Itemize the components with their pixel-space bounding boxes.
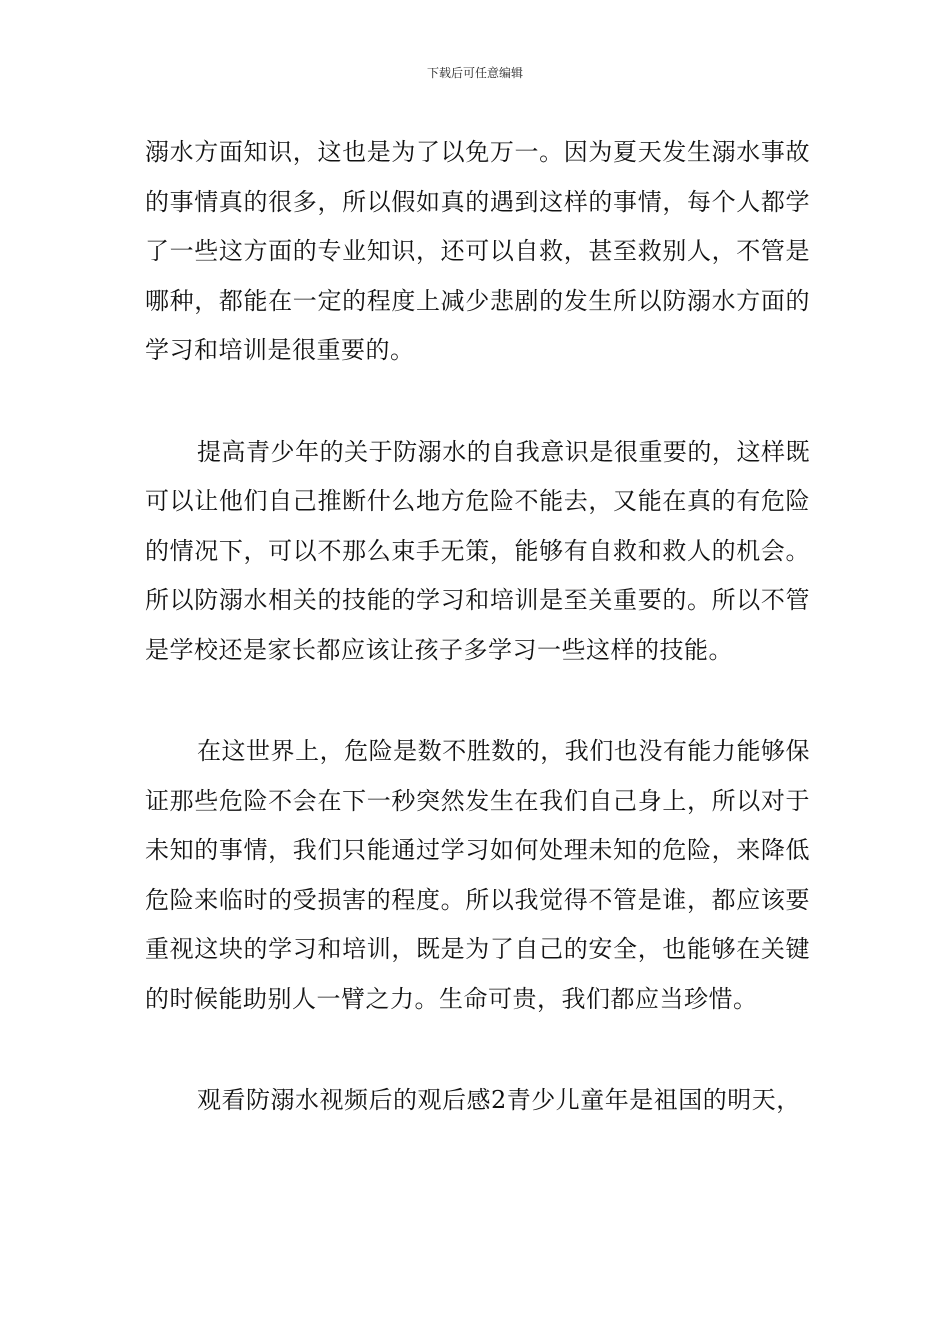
paragraph-2: 提高青少年的关于防溺水的自我意识是很重要的，这样既可以让他们自己推断什么地方危险不能去，又能在真的有危险的情况下，可以不那么束手无策，能够有自救和救人的机会。所以防溺水相关的技能的学习和培训是至关重要的。所以不管是学校还是家长都应该让孩子多学习一些这样的技能。 [145, 437, 810, 664]
document-body [145, 128, 810, 1126]
page-header: 下载后可任意编辑 [426, 66, 523, 80]
paragraph-4: 观看防溺水视频后的观后感2青少儿童年是祖国的明天， [197, 1086, 801, 1114]
paragraph-1: 溺水方面知识，这也是为了以免万一。因为夏天发生溺水事故的事情真的很多，所以假如真的遇到这样的事情，每个人都学了一些这方面的专业知识，还可以自救，甚至救别人，不管是哪种，都能在一定的程度上减少悲剧的发生所以防溺水方面的学习和培训是很重要的。 [145, 138, 810, 364]
paragraph-3: 在这世界上，危险是数不胜数的，我们也没有能力能够保证那些危险不会在下一秒突然发生在我们自己身上，所以对于未知的事情，我们只能通过学习如何处理未知的危险，来降低危险来临时的受损害的程度。所以我觉得不管是谁，都应该要重视这块的学习和培训，既是为了自己的安全，也能够在关键的时候能助别人一臂之力。生命可贵，我们都应当珍惜。 [145, 737, 810, 1013]
